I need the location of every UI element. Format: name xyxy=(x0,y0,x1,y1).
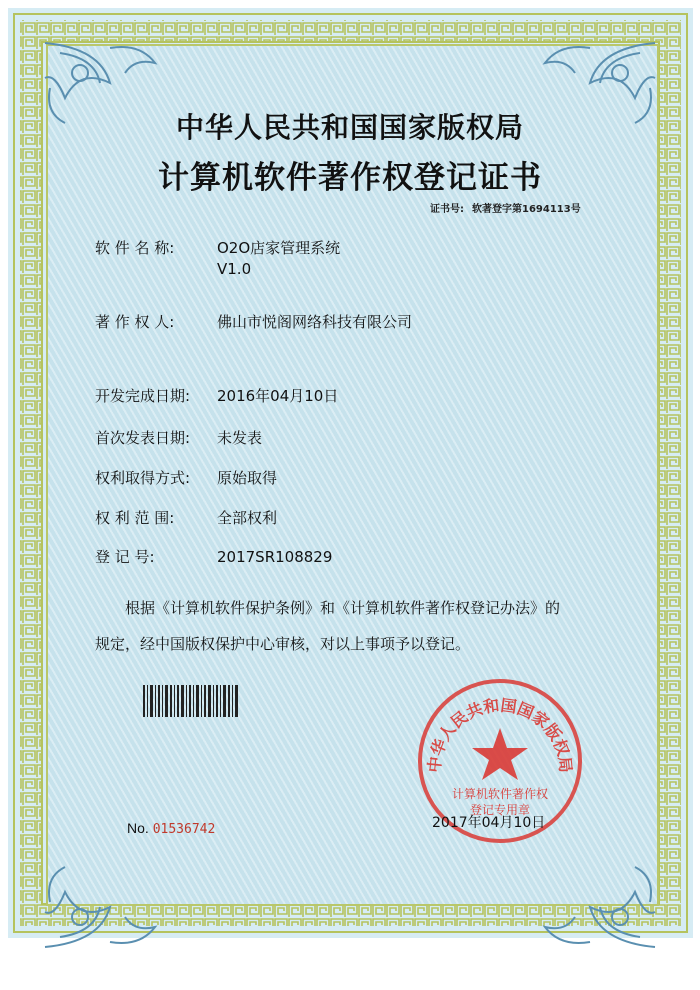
field-value: 全部权利 xyxy=(217,509,278,527)
field-value: 原始取得 xyxy=(217,469,278,487)
issue-date: 2017年04月10日 xyxy=(432,815,546,831)
field-value: 2016年04月10日 xyxy=(217,387,339,405)
statement-paragraph xyxy=(95,590,635,662)
field-label: 软 件 名 称: xyxy=(95,239,175,257)
field-value: O2O店家管理系统 xyxy=(217,239,341,257)
corner-ornament-icon xyxy=(540,862,660,952)
certificate-number-value: 软著登字第1694113号 xyxy=(472,204,581,215)
field-label: 著 作 权 人: xyxy=(95,313,175,331)
field-value-version: V1.0 xyxy=(217,260,252,278)
seal-outer-text: 中华人民共和国国家版权局 xyxy=(424,695,576,774)
field-label: 首次发表日期: xyxy=(95,429,191,447)
serial-value: 01536742 xyxy=(152,822,216,837)
field-copyright-owner xyxy=(95,311,412,332)
field-label: 登 记 号: xyxy=(95,548,155,566)
seal-inner-text-1: 计算机软件著作权 xyxy=(451,787,549,801)
corner-ornament-icon xyxy=(40,862,160,952)
statement-line-1: 根据《计算机软件保护条例》和《计算机软件著作权登记办法》的 xyxy=(125,599,561,617)
field-value: 佛山市悦阁网络科技有限公司 xyxy=(217,313,413,331)
field-value: 2017SR108829 xyxy=(217,548,333,566)
certificate-number xyxy=(430,200,581,215)
field-label: 开发完成日期: xyxy=(95,387,191,405)
seal-inner-text-2: 登记专用章 xyxy=(469,803,531,817)
field-value: 未发表 xyxy=(217,429,263,447)
field-first-publication-date xyxy=(95,427,262,448)
statement-line-2: 规定，经中国版权保护中心审核，对以上事项予以登记。 xyxy=(95,635,471,653)
field-label: 权 利 范 围: xyxy=(95,509,175,527)
certificate-title: 计算机软件著作权登记证书 xyxy=(158,160,542,196)
barcode-icon xyxy=(143,683,239,719)
certificate-number-label: 证书号: xyxy=(430,204,464,215)
field-rights-scope xyxy=(95,507,277,528)
field-label: 权利取得方式: xyxy=(95,469,191,487)
field-registration-number xyxy=(95,546,332,567)
field-software-name xyxy=(95,237,340,278)
serial-number xyxy=(127,820,215,837)
field-acquisition-method xyxy=(95,467,277,488)
field-completion-date xyxy=(95,385,338,406)
issuing-authority-title: 中华人民共和国国家版权局 xyxy=(175,111,524,144)
serial-prefix: No. xyxy=(127,820,149,836)
